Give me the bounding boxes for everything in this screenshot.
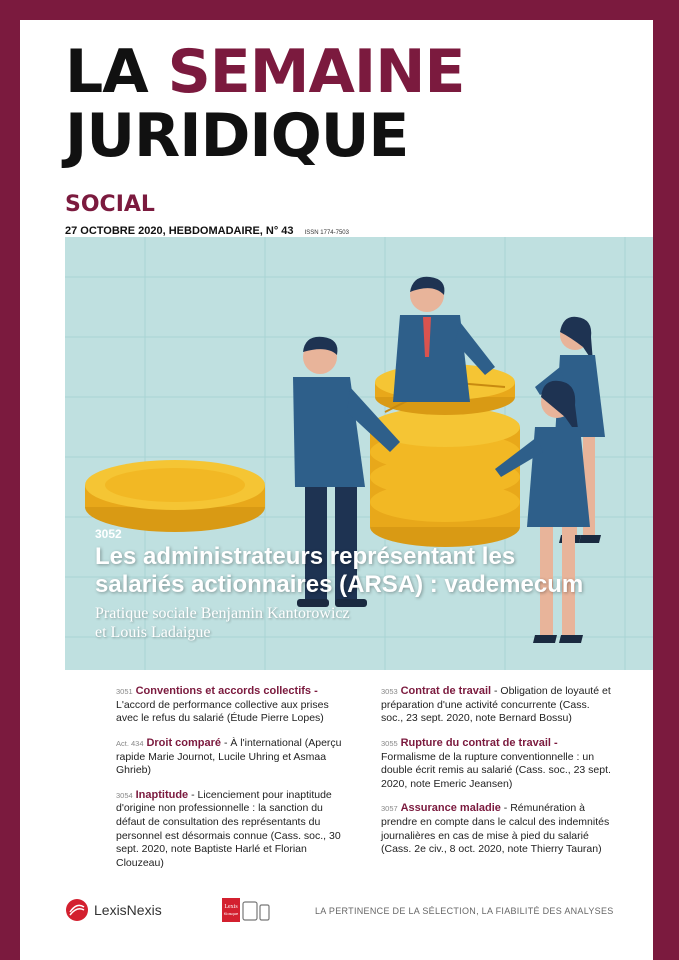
lexisnexis-emblem-icon [65, 898, 89, 922]
toc-entry-number: 3057 [381, 804, 398, 814]
section-title: SOCIAL [65, 192, 155, 217]
toc-entry[interactable] [116, 684, 346, 726]
cover-article[interactable] [95, 527, 653, 643]
issn: ISSN 1774-7503 [304, 230, 349, 236]
toc-left-column [116, 684, 346, 881]
toc-entry-number: 3055 [381, 738, 398, 748]
article-title-line1: Les administrateurs représentant les [95, 543, 516, 570]
cover-illustration [65, 237, 653, 670]
toc-entry-number: 3051 [116, 687, 133, 696]
toc-entry-rubric: Conventions et accords collectifs - [135, 685, 318, 697]
toc-entry-rubric: Contrat de travail [400, 685, 492, 697]
cover-page [20, 20, 653, 960]
toc-entry[interactable] [381, 684, 611, 726]
tagline: LA PERTINENCE DE LA SÉLECTION, LA FIABILITÉ DES ANALYSES [315, 906, 614, 916]
toc-entry-text: - Rémunération à prendre en compte dans le calcul des indemnités journalières en cas de mise à pied du salarié (Cass. 2e civ., 8 oct. 2020, note Thierry Tauran) [381, 802, 610, 856]
toc-entry[interactable] [381, 801, 611, 857]
toc-entry[interactable] [381, 736, 611, 792]
toc-entry-rubric: Rupture du contrat de travail - [400, 736, 558, 749]
toc-entry-rubric: Droit comparé [146, 736, 222, 749]
kiosque-devices-icon [222, 896, 274, 924]
lexisnexis-logo[interactable] [65, 898, 162, 922]
kiosque-line1: Lexis [224, 904, 238, 910]
article-number: 3052 [95, 527, 122, 541]
toc-right-column [381, 684, 611, 867]
toc-entry-number: Act. 434 [116, 738, 144, 748]
article-subtitle-line1: Pratique sociale Benjamin Kantorowicz [95, 605, 350, 623]
toc-entry-text: - À l'international (Aperçu rapide Marie Journot, Lucile Uhring et Asmaa Ghrieb) [116, 736, 342, 777]
toc-entry-text: Formalisme de la rupture conventionnelle : un double écrit remis au salarié (Cass. soc., 23 sept. 2020, note Emeric Jeansen) [381, 750, 611, 790]
toc-entry-rubric: Assurance maladie [400, 802, 501, 815]
lexis-kiosque-logo[interactable] [222, 896, 274, 929]
kiosque-line2: Kiosque [223, 911, 239, 916]
masthead-la: LA [65, 37, 148, 107]
toc-entry-text: - Obligation de loyauté et préparation d'une activité concurrente (Cass. soc., 23 sept. 2020, note Bernard Bossu) [381, 685, 611, 725]
article-subtitle-line2: et Louis Ladaigue [95, 624, 211, 642]
masthead-semaine: SEMAINE [167, 37, 465, 107]
article-title [95, 543, 653, 598]
toc-entry-text: - Licenciement pour inaptitude d'origine non professionnelle : la sanction du défaut de consultation des représentants du personnel est désormais connue (Cass. soc., 30 sept. 2020, note Baptiste Harlé et Florian Clouzeau) [116, 788, 341, 870]
masthead-line1 [65, 37, 465, 107]
toc-entry-number: 3053 [381, 687, 398, 696]
toc-entry[interactable] [116, 788, 346, 871]
toc-entry[interactable] [116, 736, 346, 778]
masthead [65, 37, 465, 171]
dateline [65, 225, 349, 237]
publisher-name: LexisNexis [94, 902, 162, 918]
article-title-line2: salariés actionnaires (ARSA) : vademecum [95, 570, 584, 598]
footer [20, 890, 653, 930]
issue-date: 27 OCTOBRE 2020, HEBDOMADAIRE, N° 43 [65, 225, 294, 237]
toc-entry-text: L'accord de performance collective aux prises avec le refus du salarié (Étude Pierre Lopes) [116, 698, 329, 725]
toc-entry-rubric: Inaptitude [135, 788, 189, 801]
toc-entry-number: 3054 [116, 790, 133, 800]
masthead-juridique: JURIDIQUE [65, 101, 409, 171]
article-subtitle [95, 604, 395, 642]
